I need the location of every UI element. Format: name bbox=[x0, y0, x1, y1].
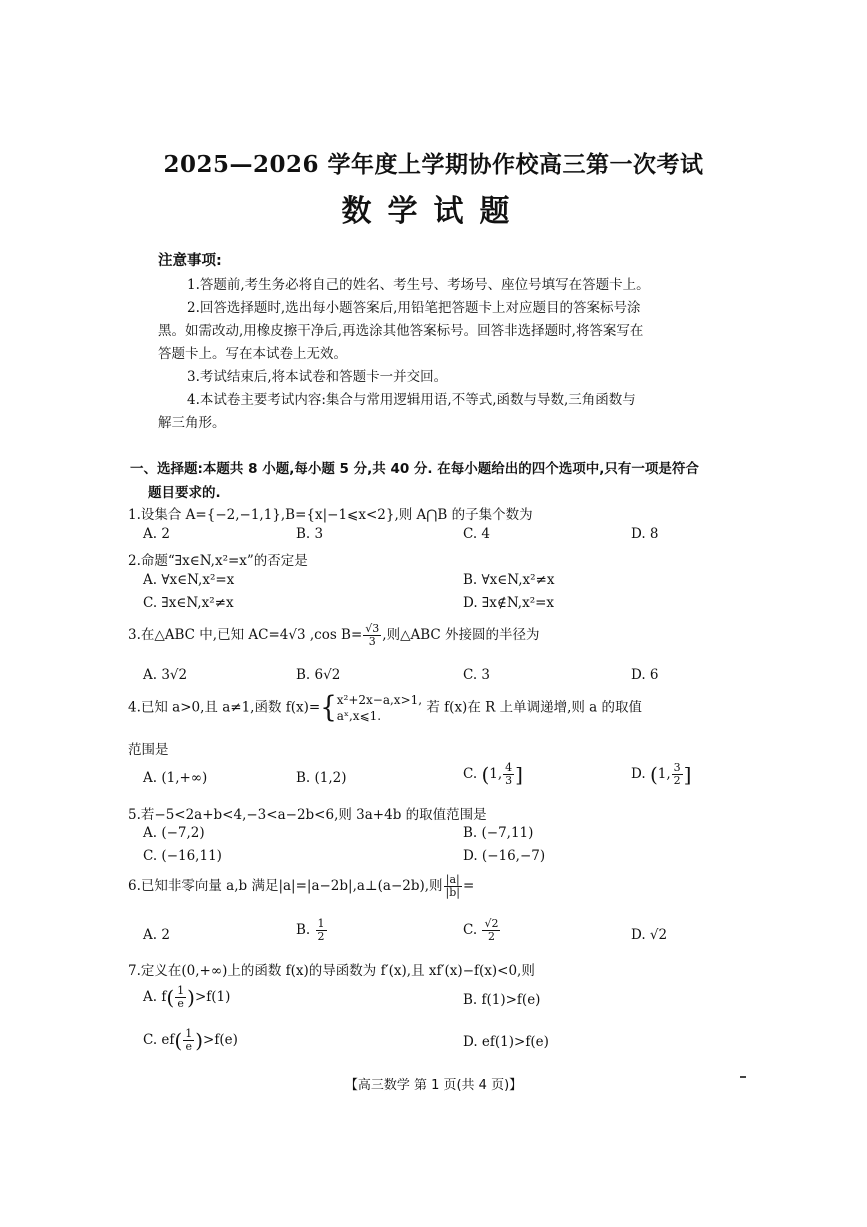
q4-c-num: 4 bbox=[505, 761, 513, 774]
q6-fraction bbox=[444, 874, 462, 899]
q4-c-one: 1, bbox=[489, 766, 503, 782]
question-3-stem bbox=[128, 623, 540, 648]
q4-d-open: ( bbox=[649, 762, 658, 787]
q3-option-b: B. 6√2 bbox=[296, 667, 341, 683]
q3-frac-den: 3 bbox=[368, 635, 376, 648]
q3-fraction bbox=[363, 623, 381, 648]
q4-d-den: 2 bbox=[673, 774, 681, 787]
q4-d-one: 1, bbox=[657, 766, 671, 782]
q2-option-d: D. ∃x∉N,x²=x bbox=[463, 595, 555, 611]
q2-option-b: B. ∀x∈N,x²≠x bbox=[463, 572, 555, 588]
q7-a-fraction bbox=[175, 985, 186, 1010]
q7-c-fraction bbox=[183, 1028, 194, 1053]
q4-case-1: x²+2x−a,x>1, bbox=[336, 693, 423, 707]
q6-b-den: 2 bbox=[317, 930, 325, 943]
q6-stem-pre: 6.已知非零向量 a,b 满足|a|=|a−2b|,a⊥(a−2b),则 bbox=[128, 878, 443, 894]
q3-stem-post: ,则△ABC 外接圆的半径为 bbox=[382, 627, 540, 643]
exam-title: 2025—2026 学年度上学期协作校高三第一次考试 bbox=[163, 151, 704, 178]
q4-option-d bbox=[631, 762, 691, 787]
q3-option-d: D. 6 bbox=[631, 667, 659, 683]
q6-b-fraction bbox=[316, 918, 327, 943]
q7-option-b: B. f(1)>f(e) bbox=[463, 992, 541, 1008]
q4-c-label: C. bbox=[463, 766, 482, 782]
q3-frac-num: √3 bbox=[365, 622, 380, 635]
notice-line: 2.回答选择题时,选出每小题答案后,用铅笔把答题卡上对应题目的答案标号涂 bbox=[187, 300, 641, 316]
question-2-stem: 2.命题“∃x∈N,x²=x”的否定是 bbox=[128, 553, 308, 569]
q3-option-c: C. 3 bbox=[463, 667, 491, 683]
q5-option-d: D. (−16,−7) bbox=[463, 848, 546, 864]
q1-option-c: C. 4 bbox=[463, 526, 491, 542]
q1-option-b: B. 3 bbox=[296, 526, 324, 542]
q4-cases bbox=[337, 692, 422, 724]
notice-line: 3.考试结束后,将本试卷和答题卡一并交回。 bbox=[187, 369, 448, 385]
notice-line: 黑。如需改动,用橡皮擦干净后,再选涂其他答案标号。回答非选择题时,将答案写在 bbox=[158, 323, 644, 339]
notice-line: 答题卡上。写在本试卷上无效。 bbox=[158, 346, 347, 362]
q5-option-c: C. (−16,11) bbox=[143, 848, 222, 864]
scan-mark bbox=[740, 1076, 746, 1078]
question-5-stem: 5.若−5<2a+b<4,−3<a−2b<6,则 3a+4b 的取值范围是 bbox=[128, 807, 487, 823]
q6-option-d: D. √2 bbox=[631, 927, 668, 943]
q2-option-c: C. ∃x∈N,x²≠x bbox=[143, 595, 234, 611]
question-6-stem bbox=[128, 874, 474, 899]
q4-c-fraction bbox=[503, 762, 514, 787]
section-heading-cont: 题目要求的. bbox=[148, 485, 221, 501]
q6-c-fraction bbox=[482, 918, 500, 943]
q7-a-label: A. f bbox=[143, 989, 167, 1005]
question-4-stem bbox=[128, 692, 642, 724]
q4-c-den: 3 bbox=[505, 774, 513, 787]
q7-a-post: >f(1) bbox=[194, 989, 231, 1005]
q6-c-num: √2 bbox=[484, 917, 499, 930]
question-7-stem: 7.定义在(0,+∞)上的函数 f(x)的导函数为 f′(x),且 xf′(x)−f(x)<0,则 bbox=[128, 963, 535, 979]
q5-option-a: A. (−7,2) bbox=[143, 825, 205, 841]
q4-stem-post: 若 f(x)在 R 上单调递增,则 a 的取值 bbox=[426, 699, 642, 716]
q4-case-2: aˣ,x⩽1. bbox=[336, 709, 382, 723]
q6-option-a: A. 2 bbox=[143, 927, 170, 943]
q6-stem-post: = bbox=[463, 878, 475, 894]
question-4-stem-line2: 范围是 bbox=[128, 742, 169, 758]
q7-c-num: 1 bbox=[185, 1027, 193, 1040]
q4-d-num: 3 bbox=[673, 761, 681, 774]
notice-line: 4.本试卷主要考试内容:集合与常用逻辑用语,不等式,函数与导数,三角函数与 bbox=[187, 392, 636, 408]
q3-stem-pre: 3.在△ABC 中,已知 AC=4√3 ,cos B= bbox=[128, 627, 363, 643]
q7-a-den: e bbox=[177, 997, 184, 1010]
q7-a-paren-open: ( bbox=[166, 985, 175, 1010]
q7-a-num: 1 bbox=[177, 984, 185, 997]
q6-c-den: 2 bbox=[487, 930, 495, 943]
q7-c-label: C. ef bbox=[143, 1032, 175, 1048]
q7-a-paren-close: ) bbox=[187, 985, 195, 1010]
section-heading: 一、选择题:本题共 8 小题,每小题 5 分,共 40 分. 在每小题给出的四个选项中,只有一项是符合 bbox=[130, 461, 699, 477]
q1-option-a: A. 2 bbox=[143, 526, 170, 542]
q4-c-open: ( bbox=[481, 762, 490, 787]
q2-option-a: A. ∀x∈N,x²=x bbox=[143, 572, 235, 588]
notice-line: 1.答题前,考生务必将自己的姓名、考生号、考场号、座位号填写在答题卡上。 bbox=[187, 277, 650, 293]
q4-c-close: ] bbox=[515, 762, 523, 787]
q6-c-label: C. bbox=[463, 922, 482, 938]
q6-b-num: 1 bbox=[317, 917, 325, 930]
q7-option-d: D. ef(1)>f(e) bbox=[463, 1034, 549, 1050]
question-1-stem: 1.设集合 A={−2,−1,1},B={x|−1⩽x<2},则 A⋂B 的子集个数为 bbox=[128, 507, 533, 523]
page-footer: 【高三数学 第 1 页(共 4 页)】 bbox=[344, 1078, 523, 1093]
q7-option-a bbox=[143, 985, 230, 1010]
q7-option-c bbox=[143, 1028, 238, 1053]
q6-option-b bbox=[296, 918, 328, 943]
q4-option-a: A. (1,+∞) bbox=[143, 770, 208, 786]
q7-c-paren-open: ( bbox=[174, 1028, 183, 1053]
q7-c-paren-close: ) bbox=[195, 1028, 204, 1053]
q4-option-c bbox=[463, 762, 523, 787]
notice-line: 解三角形。 bbox=[158, 415, 226, 431]
q6-option-c bbox=[463, 918, 501, 943]
q1-option-d: D. 8 bbox=[631, 526, 659, 542]
q6-frac-den: |b| bbox=[445, 886, 461, 899]
exam-subject-title: 数学试题 bbox=[341, 194, 526, 229]
q4-brace: { bbox=[320, 691, 337, 725]
q4-d-close: ] bbox=[683, 762, 692, 787]
q7-c-post: >f(e) bbox=[203, 1032, 238, 1048]
q4-d-fraction bbox=[672, 762, 683, 787]
notice-heading: 注意事项: bbox=[158, 253, 222, 269]
q3-option-a: A. 3√2 bbox=[143, 667, 188, 683]
q4-option-b: B. (1,2) bbox=[296, 770, 347, 786]
q4-d-label: D. bbox=[631, 766, 650, 782]
q7-c-den: e bbox=[185, 1040, 192, 1053]
q4-stem-pre: 4.已知 a>0,且 a≠1,函数 f(x)= bbox=[128, 699, 321, 716]
q6-b-label: B. bbox=[296, 922, 315, 938]
q6-frac-num: |a| bbox=[444, 874, 462, 887]
q5-option-b: B. (−7,11) bbox=[463, 825, 534, 841]
